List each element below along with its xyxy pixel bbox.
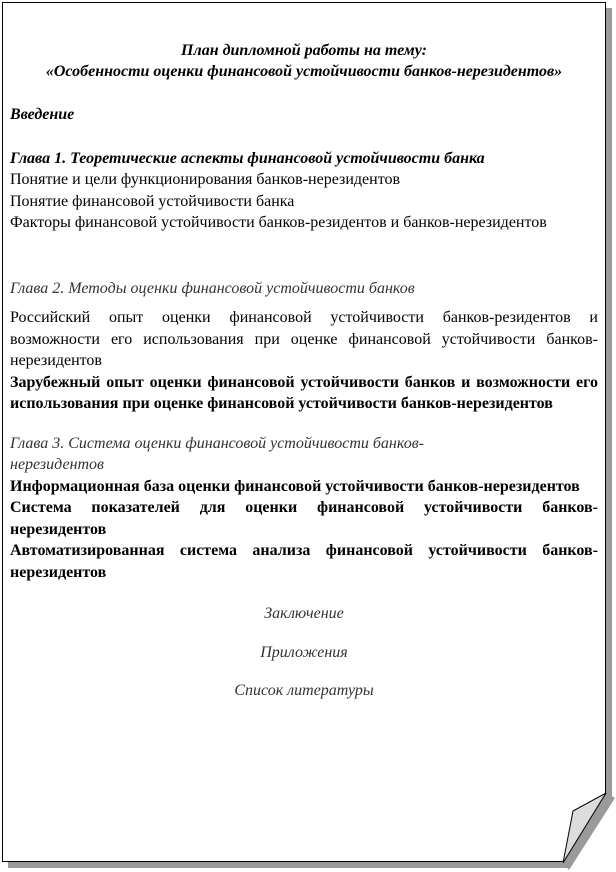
chapter-2-item: Зарубежный опыт оценки финансовой устойчивости банков и возможности его использования при оценке финансовой устойчивости банков-нерезидентов xyxy=(10,373,598,412)
chapter-1-item: Понятие и цели функционирования банков-нерезидентов xyxy=(10,171,401,188)
page-curl-corner xyxy=(563,793,615,870)
title-line-1: План дипломной работы на тему: xyxy=(181,42,427,59)
appendices-heading: Приложения xyxy=(260,643,348,661)
chapter-3-heading-line-1: Глава 3. Система оценки финансовой устойчивости банков- xyxy=(10,434,425,452)
chapter-3-heading-line-2: нерезидентов xyxy=(10,456,104,473)
title-line-2: «Особенности оценки финансовой устойчивости банков-нерезидентов» xyxy=(45,63,563,80)
chapter-1-item: Факторы финансовой устойчивости банков-резидентов и банков-нерезидентов xyxy=(10,214,547,231)
chapter-3-item: Система показателей для оценки финансовой устойчивости банков-нерезидентов xyxy=(10,499,598,538)
chapter-3-item: Автоматизированная система анализа финансовой устойчивости банков-нерезидентов xyxy=(10,542,598,581)
chapter-3-item: Информационная база оценки финансовой устойчивости банков-нерезидентов xyxy=(10,477,580,495)
chapter-1-item: Понятие финансовой устойчивости банка xyxy=(10,192,295,210)
chapter-2-item: Российский опыт оценки финансовой устойчивости банков-резидентов и возможности его использования при оценке финансовой устойчивости банков-нерезидентов xyxy=(10,309,598,369)
introduction-heading: Введение xyxy=(10,106,75,123)
chapter-1-heading: Глава 1. Теоретические аспекты финансовой устойчивости банка xyxy=(10,149,485,167)
document-title xyxy=(10,40,598,82)
references-heading: Список литературы xyxy=(234,682,374,699)
document-content xyxy=(10,40,598,702)
chapter-2-heading: Глава 2. Методы оценки финансовой устойчивости банков xyxy=(10,279,415,297)
chapter-3-heading xyxy=(10,433,598,476)
conclusion-heading: Заключение xyxy=(264,605,344,622)
